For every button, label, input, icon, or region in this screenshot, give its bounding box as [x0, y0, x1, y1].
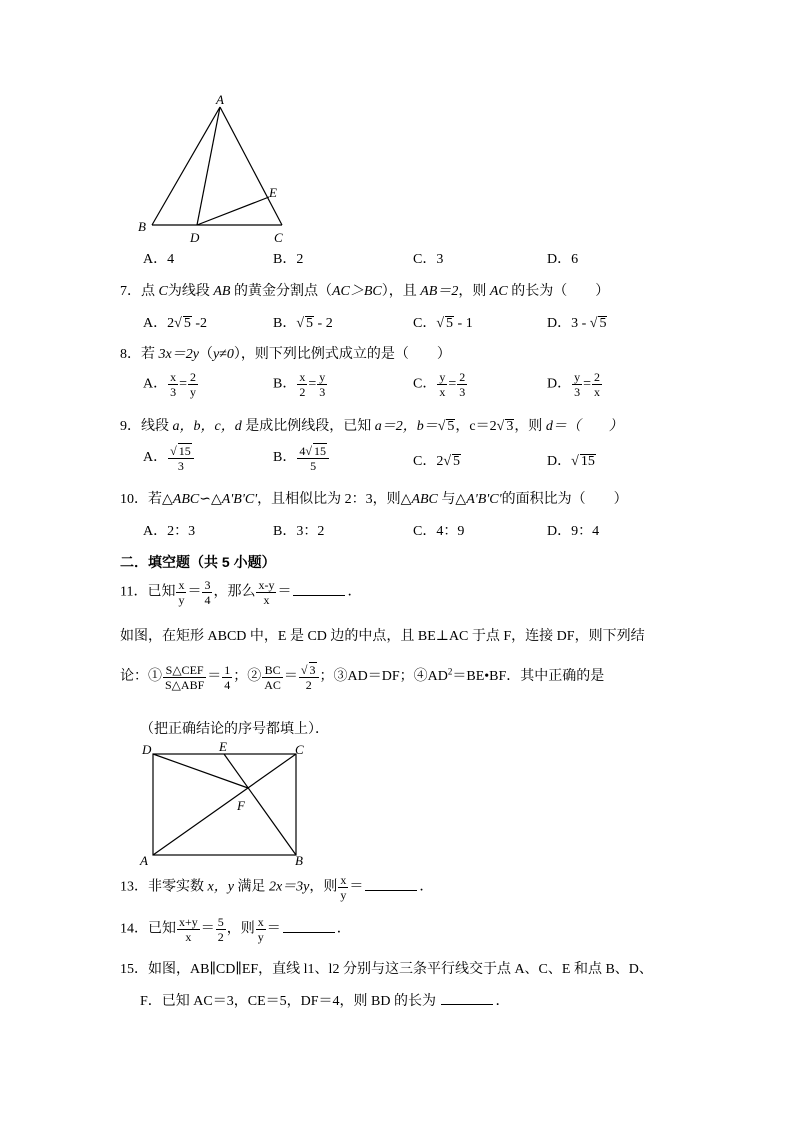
- q12-line3: （把正确结论的序号都填上）．: [140, 722, 329, 737]
- vertex-label-c: C: [295, 742, 304, 757]
- q11-stem: 11．已知 $\frac{x}{y}$ ＝ $\frac{3}{4}$ ，那么 $\frac{x-y}{x}$ ＝ ．: [120, 578, 362, 607]
- vertex-label-c: C: [274, 230, 283, 245]
- q8-stem: 8．若 3x＝2y（y≠0），则下列比例式成立的是（ ）: [120, 347, 451, 362]
- answer-blank[interactable]: [365, 878, 417, 891]
- answer-blank[interactable]: [283, 920, 335, 933]
- q8-option-d[interactable]: D． $\frac{y}{3}$ = $\frac{2}{x}$: [547, 370, 601, 399]
- q15-line1: 15．如图，AB∥CD∥EF，直线 l1、l2 分别与这三条平行线交于点 A、C、E 和点 B、D、: [120, 962, 653, 977]
- q8-option-a[interactable]: A． $\frac{x}{3}$ = $\frac{2}{y}$: [143, 370, 197, 399]
- q12-line1: 如图，在矩形 ABCD 中，E 是 CD 边的中点，且 BE⊥AC 于点 F，连接 DF，则下列结: [120, 629, 645, 644]
- q10-option-b[interactable]: B．3：2: [273, 524, 325, 539]
- triangle-figure: [130, 88, 300, 248]
- vertex-label-b: B: [295, 853, 303, 868]
- q6-option-d[interactable]: D．6: [547, 252, 579, 267]
- vertex-label-d: D: [190, 230, 200, 245]
- q9-stem: 9．线段 a，b，c，d 是成比例线段，已知 a＝2，b＝√ 5，c＝2√ 3，则 d＝（ ）: [120, 419, 623, 434]
- q10-option-d[interactable]: D．9：4: [547, 524, 600, 539]
- q14-stem: 14．已知 $\frac{x+y}{x}$ ＝ $\frac{5}{2}$ ，则 $\frac{x}{y}$ ＝ ．: [120, 915, 351, 944]
- vertex-label-e: E: [219, 739, 227, 754]
- vertex-label-e: E: [269, 185, 277, 200]
- answer-blank[interactable]: [293, 583, 345, 596]
- q9-option-b[interactable]: B． $\frac{4√ 15}{5}$: [273, 443, 330, 473]
- q8-option-b[interactable]: B． $\frac{x}{2}$ = $\frac{y}{3}$: [273, 370, 326, 399]
- q15-line2: F．已知 AC＝3，CE＝5，DF＝4，则 BD 的长为 ．: [140, 994, 510, 1009]
- q12-line2: 论：① $\frac{\text{S△CEF}}{\text{S△ABF}}$ ＝ $\frac{1}{4}$ ；② $\frac{BC}{AC}$ ＝ $\frac{√ 3}{2}$ ；③AD＝DF；$④AD^2=BE•BF$．其中正确的是: [120, 662, 605, 692]
- vertex-label-d: D: [142, 742, 152, 757]
- vertex-label-a: A: [216, 92, 224, 107]
- vertex-label-a: A: [140, 853, 148, 868]
- q10-option-c[interactable]: C．4：9: [413, 524, 465, 539]
- q6-option-c[interactable]: C．3: [413, 252, 444, 267]
- q7-option-b[interactable]: B．√ 5 - 2: [273, 316, 333, 331]
- q6-option-b[interactable]: B．2: [273, 252, 304, 267]
- q6-option-a[interactable]: A．4: [143, 252, 175, 267]
- q7-option-a[interactable]: A．2√ 5 -2: [143, 316, 207, 331]
- q7-option-c[interactable]: C．√ 5 - 1: [413, 316, 473, 331]
- vertex-label-b: B: [138, 219, 146, 234]
- q10-stem: 10．若△ABC∽△A'B'C'，且相似比为 2：3，则△ABC 与△A'B'C'的面积比为（ ）: [120, 492, 628, 507]
- q9-option-d[interactable]: D．√ 15: [547, 454, 595, 469]
- answer-blank[interactable]: [441, 992, 493, 1005]
- rectangle-figure: [135, 738, 315, 870]
- q7-stem: 7．点 C为线段 AB 的黄金分割点（AC＞BC），且 AB＝2，则 AC 的长为（ ）: [120, 284, 610, 299]
- q9-option-a[interactable]: A． $\frac{√ 15}{3}$: [143, 443, 195, 473]
- q9-option-c[interactable]: C．2√ 5: [413, 454, 461, 469]
- q13-stem: 13．非零实数 x，y 满足 2x＝3y，则 $\frac{x}{y}$ ＝ ．: [120, 873, 434, 902]
- section-title: 二．填空题（共 5 小题）: [120, 554, 276, 570]
- q8-option-c[interactable]: C． $\frac{y}{x}$ = $\frac{2}{3}$: [413, 370, 466, 399]
- vertex-label-f: F: [237, 798, 245, 813]
- q7-option-d[interactable]: D．3 - √ 5: [547, 316, 607, 331]
- q10-option-a[interactable]: A．2：3: [143, 524, 196, 539]
